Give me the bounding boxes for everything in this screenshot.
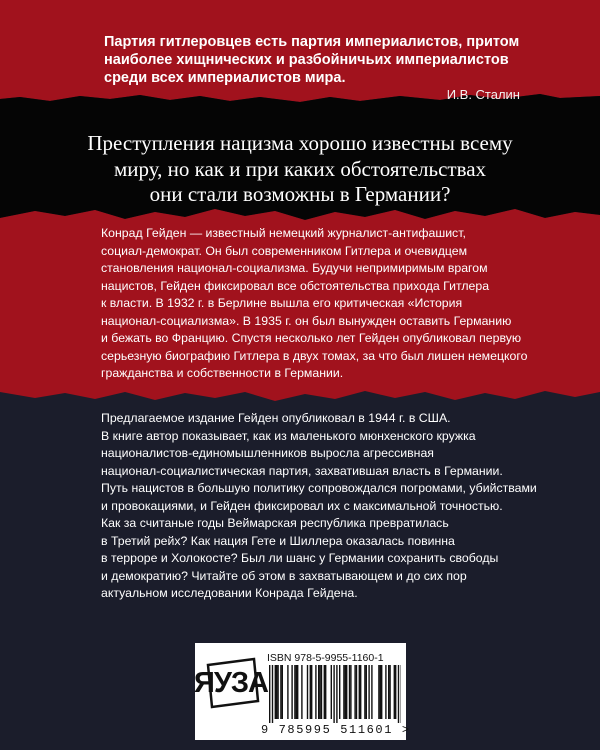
headline-line: Преступления нацизма хорошо известны всему — [87, 131, 513, 155]
publisher-logo-text: ЯУЗА — [194, 666, 268, 699]
barcode-bar — [325, 665, 326, 719]
barcode-bar — [291, 665, 292, 719]
paragraph-line: Путь нацистов в большую политику сопровождался погромами, убийствами — [101, 481, 537, 495]
epigraph-quote — [104, 33, 534, 87]
paragraph-line: становления национал-социализма. Будучи непримиримым врагом — [101, 261, 488, 275]
barcode-bar — [381, 665, 382, 719]
barcode-bar — [380, 665, 381, 719]
paragraph-line: Предлагаемое издание Гейден опубликовал в 1944 г. в США. — [101, 411, 451, 425]
paragraph-line: в терроре и Холокосте? Был ли шанс у Германии сохранить свободы — [101, 551, 499, 565]
paragraph-line: национал-социалистическая партия, захватившая власть в Германии. — [101, 463, 503, 478]
book-description-paragraph — [101, 410, 537, 603]
barcode-bar — [378, 665, 379, 719]
paragraph-line: актуальном исследовании Конрада Гейдена. — [101, 586, 358, 600]
paragraph-line: Как за считаные годы Веймарская республика превратилась — [101, 516, 449, 530]
barcode-bar — [354, 665, 355, 719]
quote-author: И.В. Сталин — [446, 87, 520, 102]
quote-line: Партия гитлеровцев есть партия империалистов, притом — [104, 34, 520, 50]
barcode-bar — [398, 665, 399, 723]
barcode-bar — [359, 665, 360, 719]
barcode-bar — [294, 665, 295, 719]
barcode-bar — [276, 665, 277, 719]
barcode-bar — [324, 665, 325, 719]
barcode-bar — [297, 665, 298, 719]
barcode-bar — [345, 665, 346, 719]
barcode-bar — [336, 665, 337, 723]
publisher-logo — [194, 653, 268, 713]
paragraph-line: Конрад Гейден — известный немецкий журналист-антифашист, — [101, 226, 466, 240]
isbn-label: ISBN 978-5-9955-1160-1 — [267, 652, 384, 664]
barcode-bar — [389, 665, 390, 719]
paragraph-line: гражданства и собственности в Германии. — [101, 366, 344, 380]
barcode-bar — [277, 665, 278, 719]
barcode-bar — [356, 665, 357, 719]
barcode-bar — [296, 665, 297, 719]
barcode-bar — [282, 665, 283, 719]
barcode-bar — [394, 665, 395, 719]
barcode-bar — [350, 665, 351, 719]
barcode-bar — [321, 665, 322, 719]
barcode-bar — [310, 665, 311, 719]
barcode-digits: 9 785995 511601 > — [261, 723, 411, 737]
paragraph-line: национал-социализма». В 1935 г. он был вынужден оставить Германию — [101, 313, 512, 328]
paragraph-line: и бежать во Францию. Спустя несколько лет Гейден опубликовал первую — [101, 331, 522, 345]
paragraph-line: к власти. В 1932 г. в Берлине вышла его критическая «История — [101, 296, 463, 310]
barcode-bar — [272, 665, 273, 723]
quote-line: наиболее хищнических и разбойничьих империалистов — [104, 52, 509, 68]
barcode-bar — [318, 665, 319, 719]
paragraph-line: националистов-единомышленников выросла агрессивная — [101, 446, 434, 460]
paragraph-line: и провокациями, и Гейден фиксировал их с максимальной точностью. — [101, 498, 503, 513]
paragraph-line: социал-демократ. Он был современником Гитлера и очевидцем — [101, 243, 468, 258]
barcode-bar — [287, 665, 288, 719]
barcode-bar — [366, 665, 367, 719]
paragraph-line: В книге автор показывает, как из маленького мюнхенского кружка — [101, 428, 476, 443]
barcode-bar — [315, 665, 316, 719]
barcode-bar — [343, 665, 344, 719]
barcode-bar — [301, 665, 302, 719]
barcode-bar — [364, 665, 365, 719]
barcode-bar — [346, 665, 347, 719]
headline — [70, 131, 530, 208]
barcode-bar — [333, 665, 334, 723]
barcode-bar — [360, 665, 361, 719]
barcode-bar — [388, 665, 389, 719]
author-bio-paragraph — [101, 225, 527, 383]
barcode-bar — [385, 665, 386, 719]
barcode-bar — [275, 665, 276, 719]
barcode-bar — [368, 665, 369, 719]
quote-line: среди всех империалистов мира. — [104, 70, 346, 86]
barcode-bar — [339, 665, 340, 719]
paragraph-line: и демократию? Читайте об этом в захватывающем и до сих пор — [101, 568, 467, 583]
barcode-bar — [307, 665, 308, 719]
headline-line: миру, но как и при каких обстоятельствах — [113, 156, 487, 181]
barcode-bar — [311, 665, 312, 719]
paragraph-line: в Третий рейх? Как нация Гете и Шиллера оказалась повинна — [101, 533, 455, 548]
barcode-bar — [395, 665, 396, 719]
barcode-bar — [349, 665, 350, 719]
barcode-bar — [331, 665, 332, 719]
barcode-bar — [371, 665, 372, 719]
isbn-block — [194, 643, 411, 740]
headline-line: они стали возможны в Германии? — [149, 182, 451, 206]
barcode-bar — [280, 665, 281, 719]
barcode — [269, 665, 401, 723]
paragraph-line: серьезную биографию Гитлера в двух томах, за что был лишен немецкого — [101, 348, 528, 363]
barcode-bar — [319, 665, 320, 719]
paragraph-line: нацистов, Гейден фиксировал все обстоятельства прихода Гитлера — [101, 278, 490, 293]
barcode-bar — [269, 665, 270, 723]
